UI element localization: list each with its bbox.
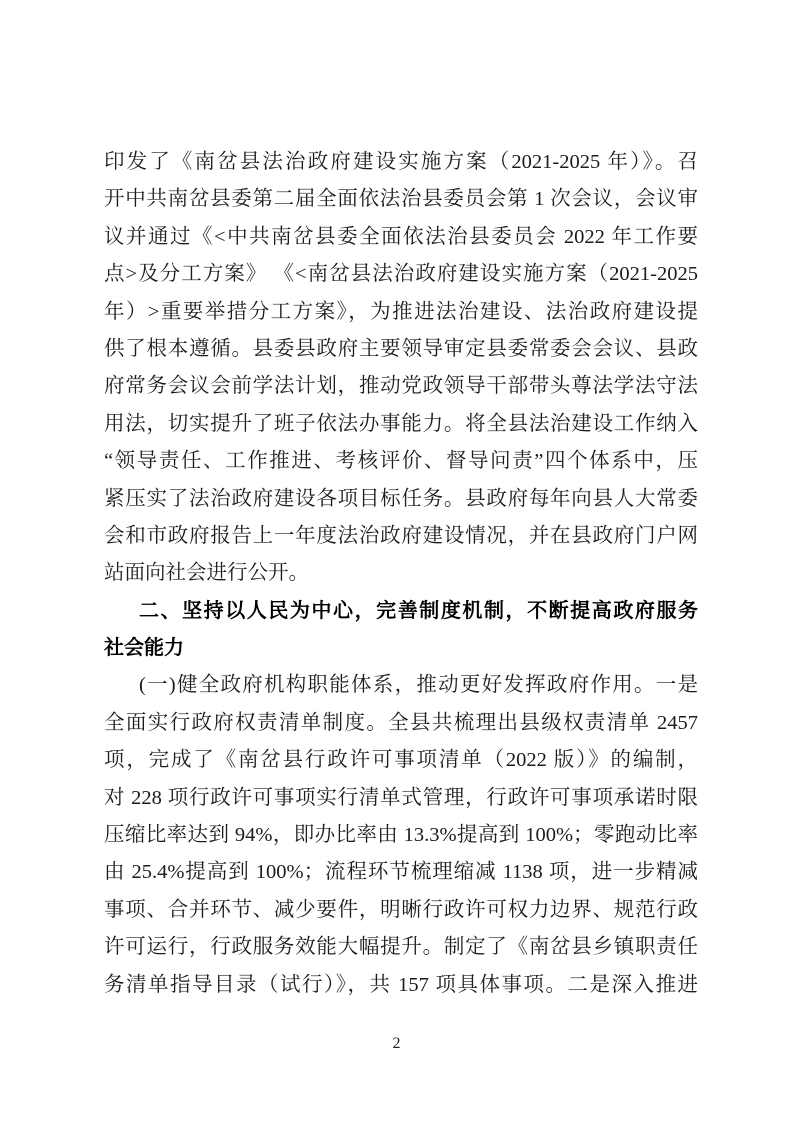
text-line: 由 25.4%提高到 100%；流程环节梳理缩减 1138 项，进一步精减 <box>104 861 698 884</box>
text-line: 府常务会议会前学法计划，推动党政领导干部带头尊法学法守法 <box>104 375 698 398</box>
document-text-block <box>104 144 698 1004</box>
text-line: 全面实行政府权责清单制度。全县共梳理出县级权责清单 2457 <box>104 711 698 734</box>
text-line: 对 228 项行政许可事项实行清单式管理，行政许可事项承诺时限 <box>104 786 698 809</box>
text-line: 用法，切实提升了班子依法办事能力。将全县法治建设工作纳入 <box>104 412 698 435</box>
text-line: (一)健全政府机构职能体系，推动更好发挥政府作用。一是 <box>139 674 698 697</box>
text-line: 供了根本遵循。县委县政府主要领导审定县委常委会会议、县政 <box>104 337 698 360</box>
text-line: 印发了《南岔县法治政府建设实施方案（2021-2025 年）》。召 <box>104 151 698 173</box>
text-line: 站面向社会进行公开。 <box>104 562 309 585</box>
text-line: 紧压实了法治政府建设各项目标任务。县政府每年向县人大常委 <box>104 487 698 510</box>
text-line: 会和市政府报告上一年度法治政府建设情况，并在县政府门户网 <box>104 524 698 547</box>
text-line: 社会能力 <box>104 637 184 660</box>
text-line: 年）>重要举措分工方案》，为推进法治建设、法治政府建设提 <box>104 300 698 323</box>
text-line: 许可运行，行政服务效能大幅提升。制定了《南岔县乡镇职责任 <box>104 936 698 959</box>
text-line: 二、坚持以人民为中心，完善制度机制，不断提高政府服务 <box>139 599 698 622</box>
text-line: 点>及分工方案》 《<南岔县法治政府建设实施方案（2021-2025 <box>104 263 698 286</box>
section-heading <box>104 593 698 668</box>
text-line: 开中共南岔县委第二届全面依法治县委员会第 1 次会议，会议审 <box>104 188 698 211</box>
text-line: 议并通过《<中共南岔县委全面依法治县委员会 2022 年工作要 <box>104 225 698 248</box>
body-paragraph <box>104 144 698 593</box>
page-number: 2 <box>392 1035 401 1052</box>
text-line: “领导责任、工作推进、考核评价、督导问责”四个体系中，压 <box>104 450 698 473</box>
text-line: 务清单指导目录（试行）》，共 157 项具体事项。二是深入推进 <box>104 973 698 996</box>
text-line: 事项、合并环节、减少要件，明晰行政许可权力边界、规范行政 <box>104 898 698 921</box>
text-line: 压缩比率达到 94%，即办比率由 13.3%提高到 100%；零跑动比率 <box>104 824 698 847</box>
text-line: 项，完成了《南岔县行政许可事项清单（2022 版）》的编制， <box>104 749 698 772</box>
body-paragraph <box>104 667 698 1004</box>
